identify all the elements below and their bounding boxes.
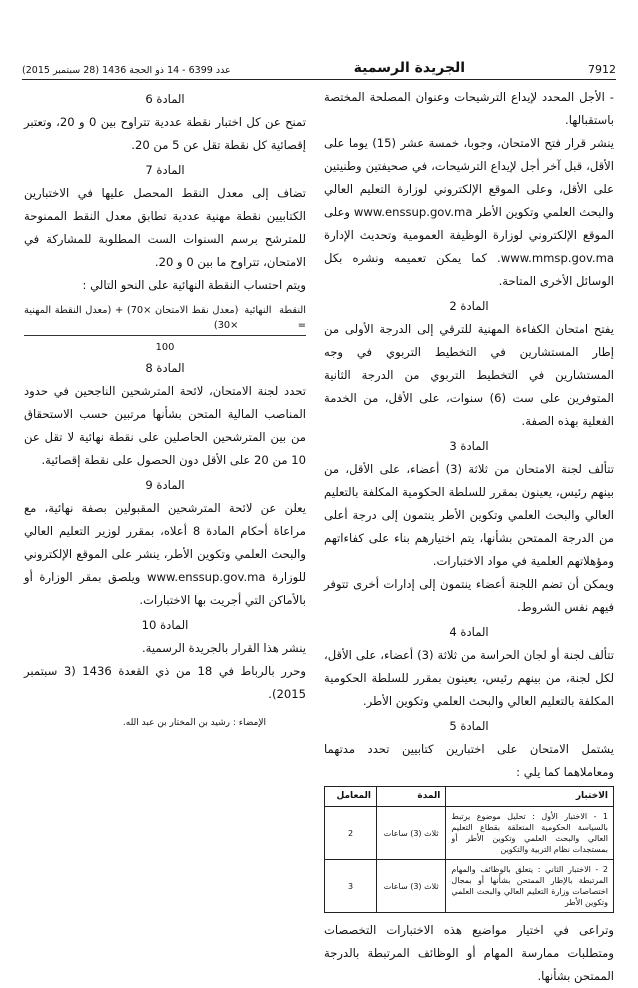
table-cell: ثلاث (3) ساعات bbox=[377, 860, 446, 913]
table-cell: ثلاث (3) ساعات bbox=[377, 807, 446, 860]
url-link[interactable]: www.enssup.gov.ma bbox=[353, 205, 473, 219]
journal-title: الجريدة الرسمية bbox=[353, 60, 466, 76]
left-column bbox=[24, 86, 306, 884]
paragraph: تتألف لجنة أو لجان الحراسة من ثلاثة (3) أعضاء، على الأقل، لكل لجنة، من بينهم رئيس، يعينون بمقرر للسلطة الحكومية المكلفة بالتعليم العالي والبحث العلمي وتكوين الأطر. bbox=[324, 648, 614, 708]
column-header: المعامل bbox=[325, 787, 377, 807]
page-header bbox=[22, 52, 616, 80]
final-score-formula bbox=[24, 303, 306, 355]
exam-table bbox=[324, 786, 614, 913]
paragraph bbox=[24, 497, 306, 612]
paragraph: يفتح امتحان الكفاءة المهنية للترقي إلى الدرجة الأولى من إطار المستشارين في التخطيط التربوي في وجه المستشارين في التخطيط التربوي من الدرجة الثانية المتوفرين على ست (6) سنوات، على الأقل، من الخدمة الفعلية بهذه الصفة. bbox=[324, 322, 614, 428]
column-header: المدة bbox=[377, 787, 446, 807]
paragraph: ويتم احتساب النقطة النهائية على النحو التالي : bbox=[82, 278, 306, 292]
signature: الإمضاء : رشيد بن المختار بن عبد الله. bbox=[122, 718, 266, 728]
paragraph: وتراعى في اختيار مواضيع هذه الاختبارات التخصصات ومتطلبات ممارسة المهام أو الوظائف المرتبطة بالدرجة الممتحن بشأنها. bbox=[324, 923, 614, 983]
paragraph-text: ويلصق بمقر الوزارة أو بالأماكن التي أجريت بها الاختبارات. bbox=[24, 570, 306, 607]
paragraph: يشتمل الامتحان على اختبارين كتابيين تحدد مدتهما ومعاملاهما كما يلي : bbox=[324, 742, 614, 779]
table-row bbox=[325, 860, 614, 913]
url-link[interactable]: www.enssup.gov.ma bbox=[147, 570, 266, 584]
paragraph: تضاف إلى معدل النقط المحصل عليها في الاختبارين الكتابيين نقطة مهنية عددية تطابق معدل النقط الممنوحة للمترشح برسم السنوات الست المطلوبة للمشاركة في الامتحان، تتراوح ما بين 0 و 20. bbox=[24, 186, 306, 269]
article-heading: المادة 7 bbox=[145, 163, 185, 177]
paragraph: تتألف لجنة الامتحان من ثلاثة (3) أعضاء، على الأقل، من بينهم رئيس، يعينون بمقرر للسلطة الحكومية المكلفة بالتعليم العالي والبحث العلمي وتكوين الأطر ينتمون إلى درجة أعلى من الدرجة الممتحن بشأنها، يتم اختيارهم بناء على كفاءاتهم ومؤهلاتهم العلمية في مواد الاختبارات. bbox=[324, 462, 614, 568]
right-column bbox=[324, 86, 614, 983]
article-heading: المادة 6 bbox=[145, 92, 185, 106]
article-heading: المادة 9 bbox=[145, 478, 185, 492]
article-heading: المادة 2 bbox=[449, 299, 489, 313]
formula-numerator: (معدل نقط الامتحان ×70) + (معدل النقطة المهنية ×30) bbox=[24, 305, 239, 331]
formula-denominator: 100 bbox=[155, 342, 175, 353]
paragraph-text: وعلى الموقع الإلكتروني لوزارة الوظيفة العمومية وتحديث الإدارة bbox=[324, 205, 614, 242]
article-heading: المادة 8 bbox=[145, 361, 185, 375]
issue-info: عدد 6399 - 14 ذو الحجة 1436 (28 سبتمبر 2015) bbox=[22, 65, 231, 76]
table-cell: 2 - الاختبار الثاني : يتعلق بالوظائف والمهام المرتبطة بالإطار الممتحن بشأنها أو بمجال اختصاصات وزارة التعليم العالي والبحث العلمي وتكوين الأطر bbox=[446, 860, 614, 913]
formula-label: النقطة النهائية = bbox=[244, 305, 306, 331]
table-cell: 3 bbox=[325, 860, 377, 913]
paragraph bbox=[324, 132, 614, 293]
paragraph: - الأجل المحدد لإيداع الترشيحات وعنوان المصلحة المختصة باستقبالها. bbox=[324, 90, 614, 127]
paragraph-text: يعلن عن لائحة المترشحين المقبولين بصفة نهائية، مع مراعاة أحكام المادة 8 أعلاه، بمقرر لوزير التعليم العالي والبحث العلمي وتكوين الأطر، ينشر على الموقع الإلكتروني للوزارة bbox=[24, 501, 306, 584]
table-header-row bbox=[325, 787, 614, 807]
table-cell: 1 - الاختبار الأول : تحليل موضوع يرتبط بالسياسة الحكومية المتعلقة بقطاع التعليم العالي والبحث العلمي وتكوين الأطر أو بمستجدات نظام التربية والتكوين bbox=[446, 807, 614, 860]
article-heading: المادة 4 bbox=[449, 625, 489, 639]
paragraph: ينشر هذا القرار بالجريدة الرسمية. bbox=[142, 641, 306, 655]
paragraph: تحدد لجنة الامتحان، لائحة المترشحين الناجحين في حدود المناصب المالية المتحن بشأنها مرتبين حسب الاستحقاق من بين المترشحين الحاصلين على نقطة نهائية لا تقل عن 10 من 20 على الأقل دون الحصول على نقطة إقصائية. bbox=[24, 384, 306, 467]
paragraph-text: ينشر قرار فتح الامتحان، وجوبا، خمسة عشر (15) يوما على الأقل، قبل آخر أجل لإيداع الترشيحات، في صحيفتين وطنيتين على الأقل، وعلى الموقع الإلكتروني لوزارة التعليم العالي والبحث العلمي وتكوين الأطر bbox=[324, 136, 614, 219]
paragraph: تمنح عن كل اختبار نقطة عددية تتراوح بين 0 و 20، وتعتبر إقصائية كل نقطة تقل عن 5 من 20. bbox=[24, 115, 306, 152]
paragraph-text: . كما يمكن تعميمه ونشره بكل الوسائل الأخرى المتاحة. bbox=[324, 251, 614, 288]
page-number: 7912 bbox=[588, 63, 616, 76]
article-heading: المادة 3 bbox=[449, 439, 489, 453]
paragraph: وحرر بالرباط في 18 من ذي القعدة 1436 (3 سبتمبر 2015). bbox=[24, 664, 306, 701]
article-heading: المادة 10 bbox=[141, 618, 189, 632]
column-header: الاختبار bbox=[446, 787, 614, 807]
formula-numerator-row bbox=[24, 303, 306, 336]
article-heading: المادة 5 bbox=[449, 719, 489, 733]
table-cell: 2 bbox=[325, 807, 377, 860]
table-row bbox=[325, 807, 614, 860]
url-link[interactable]: www.mmsp.gov.ma bbox=[500, 251, 614, 265]
paragraph: ويمكن أن تضم اللجنة أعضاء ينتمون إلى إدارات أخرى تتوفر فيهم نفس الشروط. bbox=[324, 577, 614, 614]
